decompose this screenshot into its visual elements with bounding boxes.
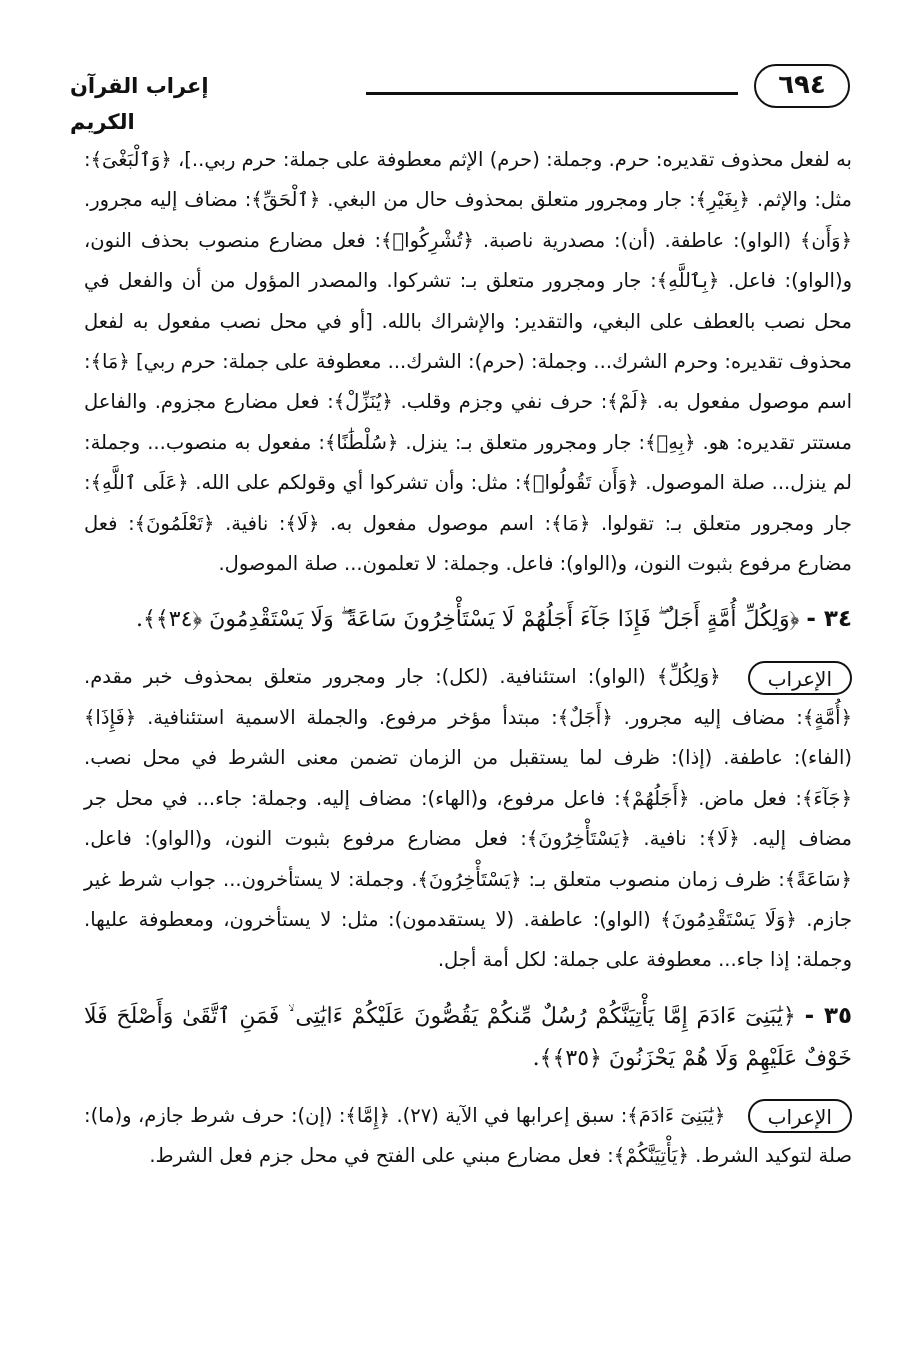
- irab-badge: الإعراب: [748, 1099, 852, 1133]
- page-content: [84, 140, 852, 1177]
- verse-text: ﴿وَلِكُلِّ أُمَّةٍ أَجَلٌ ۖ فَإِذَا جَآءَ أَجَلُهُمْ لَا يَسْتَأْخِرُونَ سَاعَةً ۖ وَلَا يَسْتَقْدِمُونَ ﴿٣٤﴾﴾.: [136, 607, 800, 633]
- book-title: إعراب القرآن الكريم: [70, 74, 209, 134]
- verse-number: ٣٤ -: [806, 606, 852, 633]
- verse-number: ٣٥ -: [804, 1002, 853, 1029]
- page-header: [70, 62, 850, 134]
- verse-35: [84, 995, 852, 1080]
- irab-text: ﴿وَلِكُلِّ﴾ (الواو): استئنافية. (لكل): جار ومجرور متعلق بمحذوف خبر مقدم. ﴿أُمَّةٍ﴾: مضاف إليه مجرور. ﴿أَجَلٌ﴾: مبتدأ مؤخر مرفوع. والجملة الاسمية استئنافية. ﴿فَإِذَا﴾ (الفاء): عاطفة. (إذا): ظرف لما يستقبل من الزمان تضمن معنى الشرط في محل نصب. ﴿جَآءَ﴾: فعل ماض. ﴿أَجَلُهُمْ﴾: فاعل مرفوع، و(الهاء): مضاف إليه. وجملة: جاء... في محل جر مضاف إليه. ﴿لَا﴾: نافية. ﴿يَسْتَأْخِرُونَ﴾: فعل مضارع مرفوع بثبوت النون، و(الواو): فاعل. ﴿سَاعَةً﴾: ظرف زمان منصوب متعلق بـ: ﴿يَسْتَأْخِرُونَ﴾. وجملة: لا يستأخرون... جواب شرط غير جازم. ﴿وَلَا يَسْتَقْدِمُونَ﴾ (الواو): عاطفة. (لا يستقدمون): مثل: لا يستأخرون، ومعطوفة عليها. وجملة: إذا جاء... معطوفة على جملة: لكل أمة أجل.: [84, 665, 852, 972]
- irab-paragraph-continued: به لفعل محذوف تقديره: حرم. وجملة: (حرم) الإثم معطوفة على جملة: حرم ربي..]، ﴿وَٱلْبَغْىَ﴾: مثل: والإثم. ﴿بِغَيْرِ﴾: جار ومجرور متعلق بمحذوف حال من البغي. ﴿ٱلْحَقِّ﴾: مضاف إليه مجرور. ﴿وَأَن﴾ (الواو): عاطفة. (أن): مصدرية ناصبة. ﴿تُشْرِكُوا۟﴾: فعل مضارع منصوب بحذف النون، و(الواو): فاعل. ﴿بِٱللَّهِ﴾: جار ومجرور متعلق بـ: تشركوا. والمصدر المؤول من أن والفعل في محل نصب بالعطف على البغي، والتقدير: والإشراك بالله. [أو في محل نصب مفعول به لفعل محذوف تقديره: وحرم الشرك... وجملة: (حرم): الشرك... معطوفة على جملة: حرم ربي] ﴿مَا﴾: اسم موصول مفعول به. ﴿لَمْ﴾: حرف نفي وجزم وقلب. ﴿يُنَزِّلْ﴾: فعل مضارع مجزوم. والفاعل مستتر تقديره: هو. ﴿بِهِۦ﴾: جار ومجرور متعلق بـ: ينزل. ﴿سُلْطَٰنًا﴾: مفعول به منصوب... وجملة: لم ينزل... صلة الموصول. ﴿وَأَن تَقُولُوا۟﴾: مثل: وأن تشركوا أي وقولكم على الله. ﴿عَلَى ٱللَّهِ﴾: جار ومجرور متعلق بـ: تقولوا. ﴿مَا﴾: اسم موصول مفعول به. ﴿لَا﴾: نافية. ﴿تَعْلَمُونَ﴾: فعل مضارع مرفوع بثبوت النون، و(الواو): فاعل. وجملة: لا تعلمون... صلة الموصول.: [84, 148, 852, 576]
- page-number: ٦٩٤: [754, 64, 850, 108]
- irab-paragraph-34: [84, 657, 852, 980]
- header-rule: [366, 92, 738, 95]
- irab-badge: الإعراب: [748, 661, 852, 695]
- verse-text: ﴿يَٰبَنِىٓ ءَادَمَ إِمَّا يَأْتِيَنَّكُمْ رُسُلٌ مِّنكُمْ يَقُصُّونَ عَلَيْكُمْ ءَايَٰتِى ۙ فَمَنِ ٱتَّقَىٰ وَأَصْلَحَ فَلَا خَوْفٌ عَلَيْهِمْ وَلَا هُمْ يَحْزَنُونَ ﴿٣٥﴾﴾.: [84, 1003, 852, 1071]
- irab-text: ﴿يَٰبَنِىٓ ءَادَمَ﴾: سبق إعرابها في الآية (٢٧). ﴿إِمَّا﴾: (إن): حرف شرط جازم، و(ما): صلة لتوكيد الشرط. ﴿يَأْتِيَنَّكُمْ﴾: فعل مضارع مبني على الفتح في محل جزم فعل الشرط.: [84, 1103, 852, 1168]
- verse-34: [84, 598, 852, 641]
- irab-paragraph-35: [84, 1096, 852, 1177]
